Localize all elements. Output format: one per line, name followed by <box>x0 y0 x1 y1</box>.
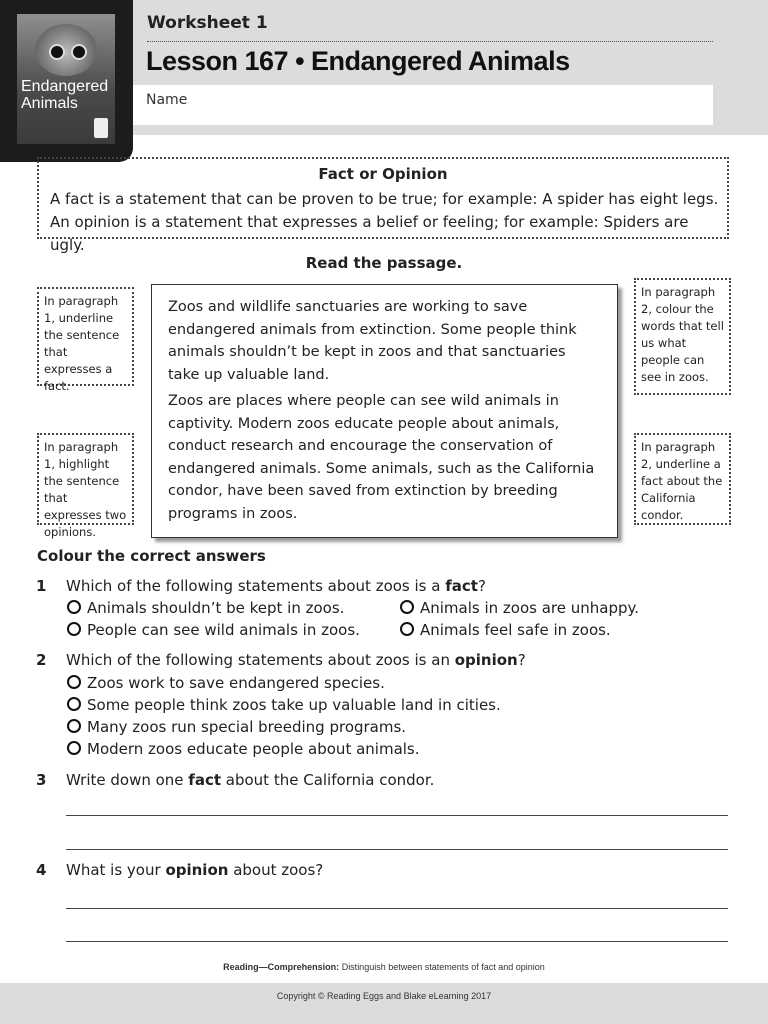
lemur-eye-icon <box>49 44 65 60</box>
name-field[interactable] <box>133 85 713 125</box>
question-number: 4 <box>36 861 47 879</box>
radio-circle-icon[interactable] <box>400 622 414 636</box>
answer-option[interactable]: People can see wild animals in zoos. <box>67 621 360 639</box>
radio-circle-icon[interactable] <box>400 600 414 614</box>
answer-option[interactable]: Animals feel safe in zoos. <box>400 621 611 639</box>
name-label: Name <box>146 92 188 108</box>
cover-title: Endangered Animals <box>21 78 109 112</box>
answers-heading: Colour the correct answers <box>37 547 266 565</box>
footer-band <box>0 983 768 1024</box>
read-heading: Read the passage. <box>305 254 463 272</box>
answer-line[interactable] <box>66 815 728 816</box>
fact-or-opinion-box <box>37 157 729 254</box>
answer-option[interactable]: Animals in zoos are unhappy. <box>400 599 639 617</box>
question-number: 1 <box>36 577 47 595</box>
page-title: Lesson 167 • Endangered Animals <box>146 46 570 76</box>
answer-option[interactable]: Zoos work to save endangered species. <box>67 674 385 692</box>
book-cover-tab <box>0 0 133 162</box>
book-cover-image <box>17 14 115 144</box>
answer-line[interactable] <box>66 849 728 850</box>
answer-line[interactable] <box>66 941 728 942</box>
reading-passage <box>151 284 618 538</box>
divider <box>147 41 713 42</box>
fact-box-text: A fact is a statement that can be proven to be true; for example: A spider has eight legs. An opinion is a statement that expresses a belief or feeling; for example: Spiders are ugly. <box>50 190 719 254</box>
lemur-illustration <box>35 24 97 76</box>
question-number: 3 <box>36 771 47 789</box>
answer-option[interactable]: Many zoos run special breeding programs. <box>67 718 406 736</box>
radio-circle-icon[interactable] <box>67 622 81 636</box>
answer-line[interactable] <box>66 908 728 909</box>
side-note-left-bottom: In paragraph 1, highlight the sentence that expresses two opinions. <box>37 433 134 525</box>
question-text: Write down one fact about the California condor. <box>66 771 435 789</box>
fact-box-title: Fact or Opinion <box>318 165 448 183</box>
answer-option[interactable]: Animals shouldn’t be kept in zoos. <box>67 599 344 617</box>
question-text: Which of the following statements about zoos is an opinion? <box>66 651 526 669</box>
radio-circle-icon[interactable] <box>67 719 81 733</box>
answer-option[interactable]: Modern zoos educate people about animals. <box>67 740 420 758</box>
side-note-right-bottom: In paragraph 2, underline a fact about the California condor. <box>634 433 731 525</box>
publisher-logo-icon <box>94 118 108 138</box>
question-number: 2 <box>36 651 47 669</box>
side-note-right-top: In paragraph 2, colour the words that tell us what people can see in zoos. <box>634 278 731 395</box>
question-text: Which of the following statements about zoos is a fact? <box>66 577 486 595</box>
answer-option[interactable]: Some people think zoos take up valuable land in cities. <box>67 696 501 714</box>
skill-footer: Reading—Comprehension: Distinguish between statements of fact and opinion <box>223 962 545 972</box>
copyright: Copyright © Reading Eggs and Blake eLearning 2017 <box>276 991 492 1001</box>
question-text: What is your opinion about zoos? <box>66 861 324 879</box>
worksheet-label: Worksheet 1 <box>147 13 268 33</box>
passage-paragraph-2: Zoos are places where people can see wild animals in captivity. Modern zoos educate people about animals, conduct research and encourage the conservation of endangered animals. Some animals, such as the California condor, have been saved from extinction by breeding programs in zoos. <box>168 393 595 522</box>
lemur-eye-icon <box>71 44 87 60</box>
radio-circle-icon[interactable] <box>67 697 81 711</box>
side-note-left-top: In paragraph 1, underline the sentence that expresses a fact. <box>37 287 134 386</box>
radio-circle-icon[interactable] <box>67 600 81 614</box>
passage-paragraph-1: Zoos and wildlife sanctuaries are working to save endangered animals from extinction. Some people think animals shouldn’t be kept in zoos and that sanctuaries take up valuable land. <box>168 299 577 383</box>
radio-circle-icon[interactable] <box>67 741 81 755</box>
radio-circle-icon[interactable] <box>67 675 81 689</box>
